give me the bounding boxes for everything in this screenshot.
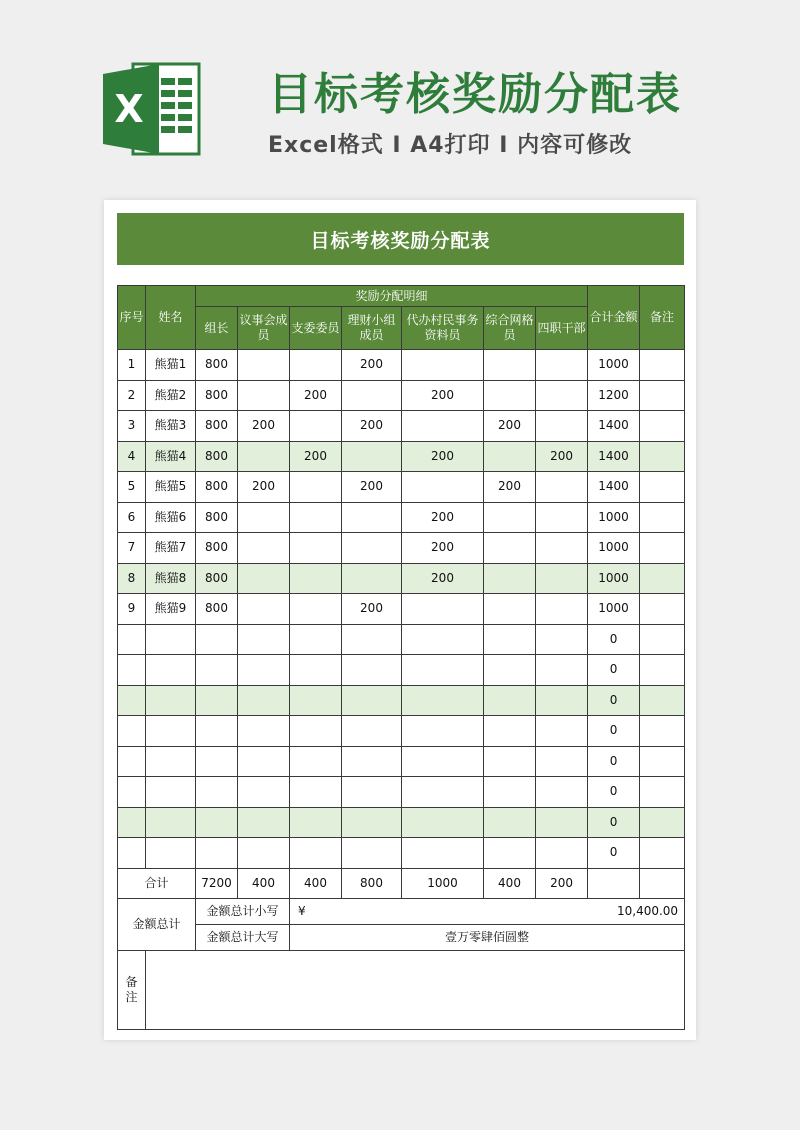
cell-c3[interactable] (290, 655, 342, 686)
remarks-row (118, 950, 685, 1029)
amount-small-row (118, 898, 685, 924)
cell-idx[interactable] (118, 624, 146, 655)
cell-c7[interactable] (536, 350, 588, 381)
cell-c3[interactable] (290, 502, 342, 533)
page-header (0, 0, 800, 190)
cell-c5[interactable] (402, 746, 484, 777)
cell-c4[interactable] (342, 441, 402, 472)
cell-c2[interactable] (238, 807, 290, 838)
cell-total[interactable]: 1400 (588, 472, 640, 503)
header-c1: 组长 (196, 307, 238, 350)
cell-c7[interactable] (536, 807, 588, 838)
cell-c7[interactable] (536, 411, 588, 442)
cell-idx[interactable]: 5 (118, 472, 146, 503)
cell-c5[interactable] (402, 624, 484, 655)
cell-name[interactable]: 熊猫7 (146, 533, 196, 564)
cell-c1[interactable] (196, 655, 238, 686)
cell-idx[interactable]: 9 (118, 594, 146, 625)
cell-name[interactable] (146, 777, 196, 808)
table-row (118, 411, 685, 442)
totals-row (118, 868, 685, 898)
table-row (118, 777, 685, 808)
cell-c2[interactable] (238, 594, 290, 625)
cell-c6[interactable] (484, 350, 536, 381)
page-title: 目标考核奖励分配表 (268, 69, 682, 120)
table-row (118, 624, 685, 655)
cell-c4[interactable] (342, 502, 402, 533)
cell-name[interactable]: 熊猫1 (146, 350, 196, 381)
cell-c3[interactable] (290, 624, 342, 655)
cell-name[interactable]: 熊猫8 (146, 563, 196, 594)
cell-c6[interactable] (484, 716, 536, 747)
cell-c7[interactable] (536, 594, 588, 625)
cell-name[interactable]: 熊猫2 (146, 380, 196, 411)
cell-c6[interactable] (484, 563, 536, 594)
cell-c4[interactable]: 200 (342, 411, 402, 442)
cell-note[interactable] (640, 350, 685, 381)
cell-note[interactable] (640, 502, 685, 533)
cell-c3[interactable] (290, 411, 342, 442)
cell-c7[interactable] (536, 716, 588, 747)
table-row (118, 838, 685, 869)
amount-big-value[interactable]: 壹万零肆佰圆整 (290, 924, 685, 950)
amount-label[interactable]: 金额总计 (118, 898, 196, 950)
header-c5: 代办村民事务资料员 (402, 307, 484, 350)
cell-c1[interactable]: 800 (196, 411, 238, 442)
cell-c1[interactable] (196, 838, 238, 869)
cell-c2[interactable] (238, 563, 290, 594)
header-group: 奖励分配明细 (196, 286, 588, 307)
cell-c5[interactable] (402, 655, 484, 686)
cell-note[interactable] (640, 685, 685, 716)
cell-total[interactable]: 0 (588, 685, 640, 716)
cell-c6[interactable]: 200 (484, 411, 536, 442)
cell-c5[interactable] (402, 350, 484, 381)
cell-note[interactable] (640, 563, 685, 594)
cell-total[interactable]: 0 (588, 807, 640, 838)
cell-c4[interactable] (342, 777, 402, 808)
cell-c3[interactable] (290, 594, 342, 625)
cell-c5[interactable]: 200 (402, 502, 484, 533)
cell-c6[interactable] (484, 624, 536, 655)
svg-text:X: X (114, 87, 144, 131)
cell-idx[interactable] (118, 655, 146, 686)
excel-icon (103, 60, 203, 158)
cell-c2[interactable] (238, 716, 290, 747)
total-c4[interactable]: 800 (342, 868, 402, 898)
cell-c3[interactable]: 200 (290, 441, 342, 472)
cell-name[interactable] (146, 655, 196, 686)
cell-c4[interactable] (342, 838, 402, 869)
cell-c4[interactable] (342, 563, 402, 594)
cell-note[interactable] (640, 441, 685, 472)
cell-c5[interactable] (402, 807, 484, 838)
cell-note[interactable] (640, 411, 685, 442)
cell-total[interactable]: 1400 (588, 411, 640, 442)
cell-c3[interactable] (290, 777, 342, 808)
cell-total[interactable]: 1000 (588, 533, 640, 564)
cell-c2[interactable] (238, 350, 290, 381)
cell-total[interactable]: 0 (588, 838, 640, 869)
cell-note[interactable] (640, 655, 685, 686)
cell-idx[interactable]: 8 (118, 563, 146, 594)
cell-c4[interactable]: 200 (342, 350, 402, 381)
cell-idx[interactable] (118, 777, 146, 808)
cell-c6[interactable] (484, 502, 536, 533)
total-note-cell[interactable] (640, 868, 685, 898)
cell-c1[interactable]: 800 (196, 350, 238, 381)
cell-c4[interactable] (342, 807, 402, 838)
cell-total[interactable]: 0 (588, 746, 640, 777)
cell-c5[interactable] (402, 411, 484, 442)
cell-c4[interactable]: 200 (342, 472, 402, 503)
cell-c4[interactable] (342, 716, 402, 747)
amount-small-value: 10,400.00 (616, 903, 679, 918)
cell-total[interactable]: 1000 (588, 563, 640, 594)
cell-name[interactable]: 熊猫6 (146, 502, 196, 533)
cell-total[interactable]: 1000 (588, 350, 640, 381)
sheet-title: 目标考核奖励分配表 (117, 213, 684, 265)
cell-c4[interactable] (342, 624, 402, 655)
total-c2[interactable]: 400 (238, 868, 290, 898)
cell-c5[interactable] (402, 777, 484, 808)
cell-c6[interactable] (484, 380, 536, 411)
cell-c3[interactable] (290, 685, 342, 716)
cell-c6[interactable]: 200 (484, 472, 536, 503)
total-c1[interactable]: 7200 (196, 868, 238, 898)
cell-name[interactable] (146, 624, 196, 655)
cell-c5[interactable] (402, 838, 484, 869)
cell-c3[interactable] (290, 716, 342, 747)
cell-c6[interactable] (484, 594, 536, 625)
table-row (118, 533, 685, 564)
table-row (118, 746, 685, 777)
cell-c3[interactable] (290, 533, 342, 564)
cell-total[interactable]: 0 (588, 716, 640, 747)
cell-c7[interactable] (536, 502, 588, 533)
cell-c2[interactable] (238, 533, 290, 564)
cell-idx[interactable]: 1 (118, 350, 146, 381)
cell-c7[interactable] (536, 624, 588, 655)
cell-c5[interactable]: 200 (402, 441, 484, 472)
currency-symbol: ¥ (298, 903, 306, 918)
cell-c1[interactable]: 800 (196, 533, 238, 564)
cell-idx[interactable] (118, 807, 146, 838)
remarks-cell[interactable] (146, 950, 685, 1029)
header-c7: 四职干部 (536, 307, 588, 350)
cell-c7[interactable]: 200 (536, 441, 588, 472)
header-total: 合计金额 (588, 286, 640, 350)
cell-total[interactable]: 0 (588, 655, 640, 686)
cell-c1[interactable]: 800 (196, 563, 238, 594)
cell-c1[interactable]: 800 (196, 502, 238, 533)
header-index: 序号 (118, 286, 146, 350)
cell-c1[interactable]: 800 (196, 594, 238, 625)
amount-small-label[interactable]: 金额总计小写 (196, 898, 290, 924)
table-row (118, 380, 685, 411)
total-c7[interactable]: 200 (536, 868, 588, 898)
cell-total[interactable]: 1400 (588, 441, 640, 472)
cell-note[interactable] (640, 594, 685, 625)
cell-c5[interactable] (402, 594, 484, 625)
cell-c6[interactable] (484, 685, 536, 716)
table-row (118, 594, 685, 625)
spreadsheet-sheet (104, 200, 696, 1040)
cell-idx[interactable]: 7 (118, 533, 146, 564)
cell-c4[interactable]: 200 (342, 594, 402, 625)
cell-c1[interactable]: 800 (196, 472, 238, 503)
table-row (118, 685, 685, 716)
cell-c4[interactable] (342, 533, 402, 564)
cell-idx[interactable] (118, 716, 146, 747)
table-row (118, 502, 685, 533)
cell-c2[interactable]: 200 (238, 411, 290, 442)
cell-c2[interactable] (238, 655, 290, 686)
cell-c1[interactable] (196, 807, 238, 838)
total-c3[interactable]: 400 (290, 868, 342, 898)
cell-c5[interactable] (402, 685, 484, 716)
cell-c6[interactable] (484, 807, 536, 838)
reward-table (117, 285, 685, 1030)
cell-name[interactable] (146, 807, 196, 838)
cell-c1[interactable] (196, 716, 238, 747)
cell-total[interactable]: 1000 (588, 594, 640, 625)
cell-note[interactable] (640, 807, 685, 838)
cell-c5[interactable] (402, 716, 484, 747)
cell-idx[interactable]: 4 (118, 441, 146, 472)
cell-c4[interactable] (342, 655, 402, 686)
cell-c1[interactable]: 800 (196, 380, 238, 411)
remarks-label[interactable]: 备注 (118, 950, 146, 1029)
cell-idx[interactable]: 6 (118, 502, 146, 533)
cell-name[interactable]: 熊猫5 (146, 472, 196, 503)
cell-c6[interactable] (484, 441, 536, 472)
cell-name[interactable] (146, 838, 196, 869)
cell-c2[interactable]: 200 (238, 472, 290, 503)
cell-note[interactable] (640, 472, 685, 503)
cell-c6[interactable] (484, 746, 536, 777)
cell-c7[interactable] (536, 685, 588, 716)
cell-note[interactable] (640, 716, 685, 747)
cell-idx[interactable]: 2 (118, 380, 146, 411)
cell-c2[interactable] (238, 777, 290, 808)
cell-c2[interactable] (238, 746, 290, 777)
cell-c7[interactable] (536, 563, 588, 594)
cell-c3[interactable] (290, 350, 342, 381)
cell-name[interactable] (146, 716, 196, 747)
cell-c2[interactable] (238, 838, 290, 869)
header-name: 姓名 (146, 286, 196, 350)
cell-c7[interactable] (536, 533, 588, 564)
cell-c3[interactable]: 200 (290, 380, 342, 411)
cell-c2[interactable] (238, 380, 290, 411)
table-row (118, 472, 685, 503)
cell-c5[interactable]: 200 (402, 380, 484, 411)
total-c5[interactable]: 1000 (402, 868, 484, 898)
cell-name[interactable] (146, 746, 196, 777)
cell-name[interactable]: 熊猫4 (146, 441, 196, 472)
cell-c1[interactable] (196, 746, 238, 777)
cell-c7[interactable] (536, 746, 588, 777)
cell-name[interactable] (146, 685, 196, 716)
cell-c3[interactable] (290, 563, 342, 594)
cell-note[interactable] (640, 838, 685, 869)
cell-c2[interactable] (238, 685, 290, 716)
cell-idx[interactable] (118, 838, 146, 869)
table-row (118, 716, 685, 747)
cell-c7[interactable] (536, 472, 588, 503)
cell-idx[interactable]: 3 (118, 411, 146, 442)
cell-total[interactable]: 1000 (588, 502, 640, 533)
cell-c3[interactable] (290, 472, 342, 503)
amount-big-row (118, 924, 685, 950)
cell-c4[interactable] (342, 685, 402, 716)
cell-note[interactable] (640, 533, 685, 564)
cell-c7[interactable] (536, 655, 588, 686)
cell-note[interactable] (640, 624, 685, 655)
cell-c5[interactable] (402, 472, 484, 503)
cell-c4[interactable] (342, 746, 402, 777)
header-c2: 议事会成员 (238, 307, 290, 350)
cell-c3[interactable] (290, 807, 342, 838)
table-row (118, 441, 685, 472)
table-row (118, 350, 685, 381)
cell-name[interactable]: 熊猫9 (146, 594, 196, 625)
cell-c7[interactable] (536, 380, 588, 411)
cell-c2[interactable] (238, 624, 290, 655)
header-note: 备注 (640, 286, 685, 350)
cell-c2[interactable] (238, 441, 290, 472)
cell-c7[interactable] (536, 838, 588, 869)
cell-c5[interactable]: 200 (402, 563, 484, 594)
cell-c3[interactable] (290, 838, 342, 869)
cell-note[interactable] (640, 380, 685, 411)
cell-c6[interactable] (484, 533, 536, 564)
page-subtitle: Excel格式 I A4打印 I 内容可修改 (268, 133, 633, 158)
amount-small-value-cell[interactable] (290, 898, 685, 924)
cell-total[interactable]: 0 (588, 624, 640, 655)
total-c6[interactable]: 400 (484, 868, 536, 898)
cell-c6[interactable] (484, 838, 536, 869)
cell-total[interactable]: 1200 (588, 380, 640, 411)
cell-c7[interactable] (536, 777, 588, 808)
cell-c2[interactable] (238, 502, 290, 533)
table-row (118, 655, 685, 686)
header-c3: 支委委员 (290, 307, 342, 350)
cell-c1[interactable]: 800 (196, 441, 238, 472)
cell-total[interactable]: 0 (588, 777, 640, 808)
table-row (118, 807, 685, 838)
cell-note[interactable] (640, 746, 685, 777)
total-sum-cell[interactable] (588, 868, 640, 898)
cell-c3[interactable] (290, 746, 342, 777)
table-row (118, 563, 685, 594)
cell-idx[interactable] (118, 685, 146, 716)
header-c6: 综合网格员 (484, 307, 536, 350)
cell-c4[interactable] (342, 380, 402, 411)
cell-idx[interactable] (118, 746, 146, 777)
cell-note[interactable] (640, 777, 685, 808)
header-c4: 理财小组成员 (342, 307, 402, 350)
cell-name[interactable]: 熊猫3 (146, 411, 196, 442)
cell-c5[interactable]: 200 (402, 533, 484, 564)
cell-c6[interactable] (484, 777, 536, 808)
cell-c1[interactable] (196, 624, 238, 655)
cell-c1[interactable] (196, 777, 238, 808)
amount-big-label[interactable]: 金额总计大写 (196, 924, 290, 950)
cell-c1[interactable] (196, 685, 238, 716)
cell-c6[interactable] (484, 655, 536, 686)
totals-label[interactable]: 合计 (118, 868, 196, 898)
